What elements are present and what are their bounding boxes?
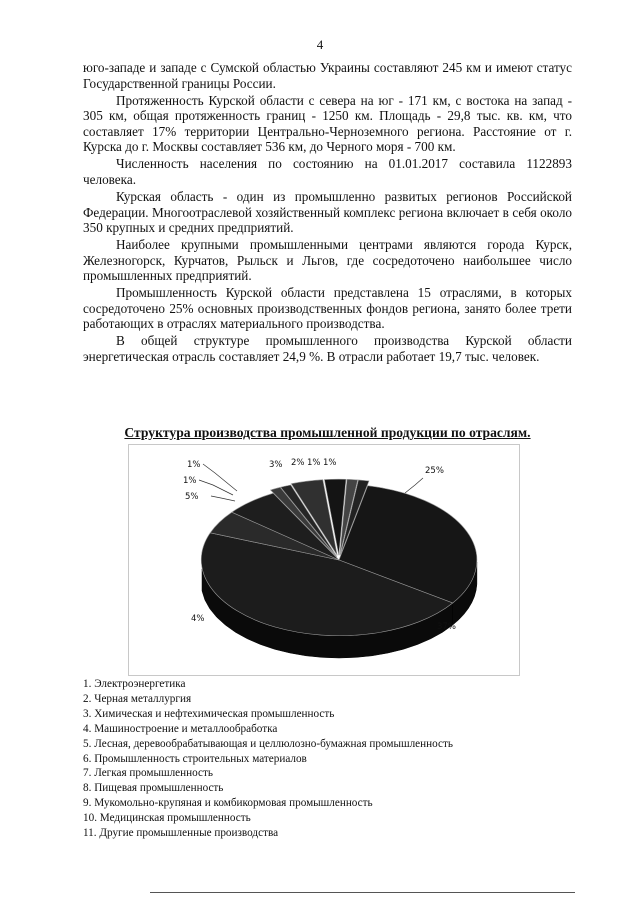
paragraph: юго-западе и западе с Сумской областью Украины составляют 245 км и имеют статус Государственной границы России. xyxy=(83,60,572,91)
pie-data-label: 1% xyxy=(323,458,337,468)
paragraph: Протяженность Курской области с севера на юг - 171 км, с востока на запад - 305 км, общая протяженность границ - 1250 км. Площадь - 29,8 тыс. кв. км, что составляет 17% территории Центрально-Черноземного региона. Расстояние от г. Курска до г. Москвы составляет 536 км, до Черного моря - 700 км. xyxy=(83,92,572,155)
page-number: 4 xyxy=(316,37,324,52)
legend-item: 4. Машиностроение и металлообработка xyxy=(83,722,278,735)
pie-data-label: 2% xyxy=(291,458,305,468)
pie-leader-line xyxy=(211,496,235,501)
legend-item: 9. Мукомольно-крупяная и комбикормовая промышленность xyxy=(83,797,373,810)
legend-item: 3. Химическая и нефтехимическая промышленность xyxy=(83,707,335,720)
legend-item: 2. Черная металлургия xyxy=(83,692,192,705)
pie-data-label: 37% xyxy=(437,622,456,632)
document-body xyxy=(83,60,572,366)
legend-item: 6. Промышленность строительных материалов xyxy=(83,752,307,765)
chart-legend xyxy=(83,677,453,841)
chart-title: Структура производства промышленной продукции по отраслям. xyxy=(124,425,531,440)
paragraph: Наиболее крупными промышленными центрами являются города Курск, Железногорск, Курчатов, Рыльск и Льгов, где сосредоточено наибольшее число промышленных предприятий. xyxy=(83,237,572,284)
paragraph: Промышленность Курской области представлена 15 отраслями, в которых сосредоточено 25% основных производственных фондов региона, занято более трети работающих в отраслях материального производства. xyxy=(83,285,572,332)
pie-data-label: 3% xyxy=(269,460,283,470)
legend-item: 7. Легкая промышленность xyxy=(83,767,213,780)
legend-item: 5. Лесная, деревообрабатывающая и целлюлозно-бумажная промышленность xyxy=(83,737,453,750)
pie-data-label: 1% xyxy=(187,460,201,470)
pie-chart-svg xyxy=(129,445,519,675)
paragraph: Курская область - один из промышленно развитых регионов Российской Федерации. Многоотраслевой хозяйственный комплекс региона включает в себя около 350 крупных и средних предприятий. xyxy=(83,188,572,236)
legend-item: 10. Медицинская промышленность xyxy=(83,812,251,825)
legend-item: 11. Другие промышленные производства xyxy=(83,827,279,840)
footer-rule xyxy=(150,892,575,893)
pie-data-label: 5% xyxy=(185,492,199,502)
paragraph: Численность населения по состоянию на 01.01.2017 составила 1122893 человека. xyxy=(83,156,572,187)
pie-leader-line xyxy=(405,478,423,493)
paragraph: В общей структуре промышленного производства Курской области энергетическая отрасль составляет 24,9 %. В отрасли работает 19,7 тыс. человек. xyxy=(83,333,572,365)
pie-data-label: 4% xyxy=(191,614,205,624)
pie-leader-line xyxy=(203,464,237,491)
pie-data-label: 1% xyxy=(307,458,321,468)
pie-data-label: 1% xyxy=(183,476,197,486)
pie-chart xyxy=(128,444,520,676)
pie-data-label: 25% xyxy=(425,466,444,476)
pie-leader-line xyxy=(199,480,233,495)
legend-item: 8. Пищевая промышленность xyxy=(83,782,224,795)
pie-slices xyxy=(201,479,477,658)
legend-item: 1. Электроэнергетика xyxy=(83,678,186,690)
